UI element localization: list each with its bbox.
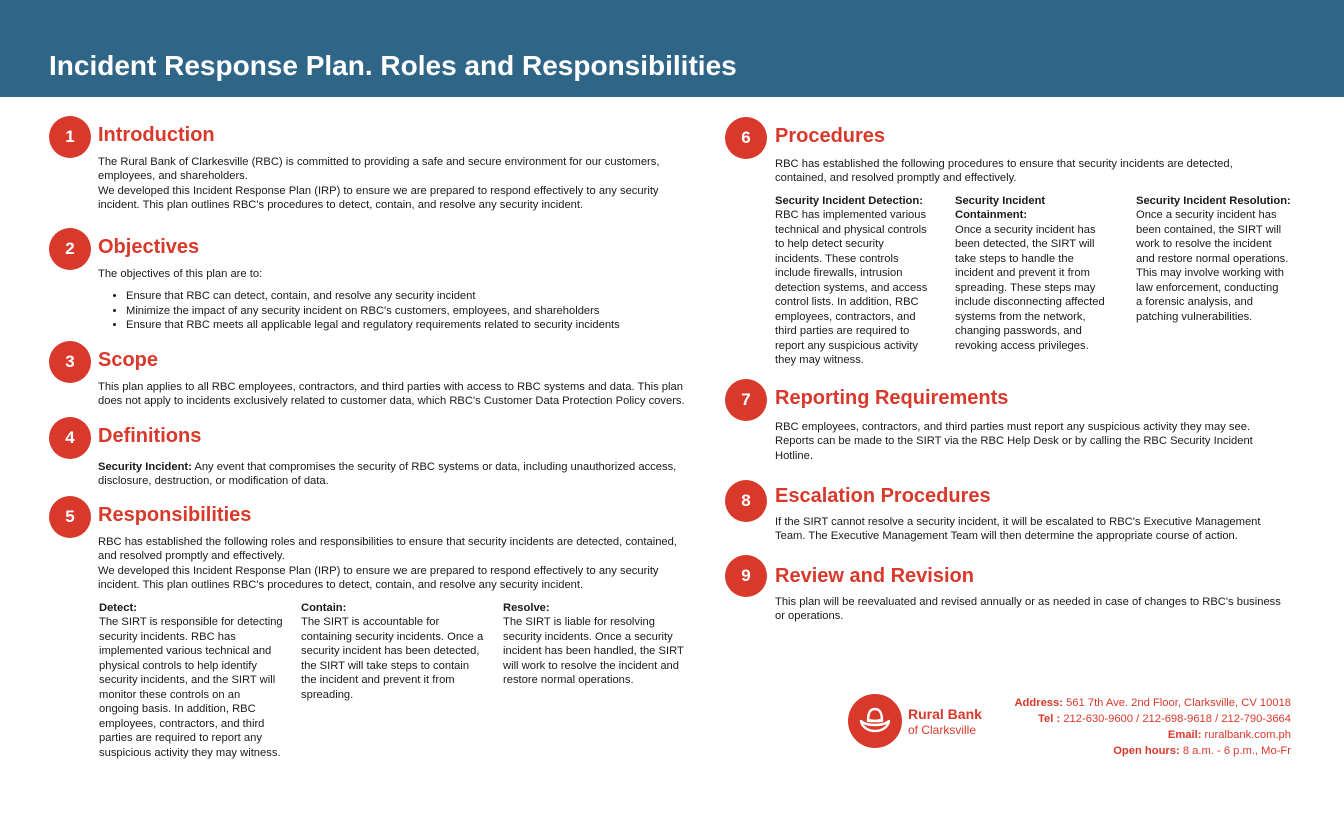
column-line: RBC has implemented various	[775, 209, 927, 222]
section-body	[98, 380, 708, 409]
section-body	[98, 535, 698, 593]
column-resolution	[1136, 194, 1296, 324]
contact-value: 561 7th Ave. 2nd Floor, Clarksville, CV 10018	[1062, 697, 1291, 709]
list-item: • Minimize the impact of any security incident on RBC's customers, employees, and shareholders	[126, 304, 698, 318]
column-line: include disconnecting affected	[955, 296, 1105, 309]
column-line: parties are required to report any	[99, 732, 262, 745]
bank-subtitle: of Clarksville	[908, 723, 977, 737]
column-heading: Contain:	[301, 602, 347, 614]
column-detect	[99, 601, 294, 760]
column-heading: Security Incident Resolution:	[1136, 195, 1291, 207]
section-title: Procedures	[775, 125, 886, 147]
body-line: and resolved promptly and effectively.	[98, 550, 285, 563]
body-line: RBC has established the following procedures to ensure that security incidents are detected,	[775, 158, 1233, 170]
section-body	[775, 515, 1315, 544]
column-line: to help detect security	[775, 238, 884, 251]
cowboy-hat-icon	[848, 694, 902, 748]
column-line: spreading. These steps may	[955, 281, 1096, 294]
contact-value: ruralbank.com.ph	[1201, 729, 1291, 741]
column-line: security incident has been detected,	[301, 645, 480, 658]
column-line: ongoing basis. In addition, RBC	[99, 703, 256, 716]
column-line: and restore normal operations.	[1136, 252, 1289, 265]
body-line: or operations.	[775, 610, 844, 623]
column-line: report any suspicious activity	[775, 339, 919, 352]
section-title: Reporting Requirements	[775, 387, 1009, 409]
contact-tel	[1014, 711, 1291, 727]
column-heading: Containment:	[955, 209, 1028, 222]
column-line: been contained, the SIRT will	[1136, 223, 1282, 236]
column-line: patching vulnerabilities.	[1136, 310, 1253, 323]
column-line: employees, contractors, and third	[99, 717, 265, 730]
section-body	[98, 155, 698, 213]
column-line: Once a security incident has	[1136, 209, 1277, 222]
page-header	[0, 0, 1344, 97]
column-line: will work to resolve the incident and	[503, 659, 679, 672]
section-title: Responsibilities	[98, 504, 252, 526]
column-line: employees, contractors, and	[775, 310, 916, 323]
section-title: Definitions	[98, 425, 202, 447]
column-line: the SIRT will take steps to contain	[301, 659, 470, 672]
column-line: technical and physical controls	[775, 223, 927, 236]
contact-label: Open hours:	[1113, 745, 1180, 757]
column-line: revoking access privileges.	[955, 339, 1089, 352]
section-number-badge: 7	[725, 379, 767, 421]
section-number-badge: 5	[49, 496, 91, 538]
column-line: The SIRT is accountable for	[301, 616, 440, 629]
column-line: a forensic analysis, and	[1136, 296, 1253, 309]
section-body	[775, 420, 1315, 463]
section-number-badge: 1	[49, 116, 91, 158]
column-line: implemented various technical and	[99, 645, 272, 658]
column-containment	[955, 194, 1130, 353]
column-line: incident has been handled, the SIRT	[503, 645, 684, 658]
body-line: does not apply to incidents exclusively related to customer data, which RBC's Customer Data Protection Policy covers.	[98, 395, 685, 408]
contact-value: 8 a.m. - 6 p.m., Mo-Fr	[1179, 745, 1291, 757]
body-line: incident. This plan outlines RBC's procedures to detect, contain, and resolve any security incident.	[98, 199, 584, 212]
list-item: • Ensure that RBC can detect, contain, and resolve any security incident	[126, 289, 698, 303]
column-line: monitor these controls on an	[99, 688, 241, 701]
body-line: Team. The Executive Management Team will then determine the appropriate course of action.	[775, 530, 1238, 543]
column-line: The SIRT is responsible for detecting	[99, 616, 283, 629]
body-line: contained, and resolved promptly and effectively.	[775, 172, 1017, 185]
body-line: We developed this Incident Response Plan (IRP) to ensure we are prepared to respond effectively to any security	[98, 564, 659, 577]
body-line: incident. This plan outlines RBC's procedures to detect, contain, and resolve any security incident.	[98, 579, 584, 592]
column-line: work to resolve the incident	[1136, 238, 1272, 251]
contact-email	[1014, 727, 1291, 743]
section-number-badge: 6	[725, 117, 767, 159]
body-line: The Rural Bank of Clarkesville (RBC) is committed to providing a safe and secure environment for our customers,	[98, 156, 660, 168]
column-line: law enforcement, conducting	[1136, 281, 1279, 294]
body-line	[98, 460, 698, 474]
list-item: • Ensure that RBC meets all applicable legal and regulatory requirements related to security incidents	[126, 318, 698, 332]
column-line: security incidents, and the SIRT will	[99, 674, 276, 687]
column-line: third parties are required to	[775, 325, 910, 338]
section-title: Scope	[98, 349, 159, 371]
contact-label: Tel :	[1038, 713, 1061, 725]
section-title: Objectives	[98, 236, 200, 258]
section-title: Escalation Procedures	[775, 485, 991, 507]
definition-term: Security Incident:	[98, 461, 192, 473]
contact-label: Email:	[1167, 729, 1202, 741]
column-heading: Security Incident Detection:	[775, 195, 923, 207]
column-line: changing passwords, and	[955, 325, 1082, 338]
body-line: We developed this Incident Response Plan (IRP) to ensure we are prepared to respond effectively to any security	[98, 184, 659, 197]
column-line: take steps to handle the	[955, 252, 1074, 265]
contact-value: 212-630-9600 / 212-698-9618 / 212-790-3664	[1060, 713, 1291, 725]
body-line: employees, and shareholders.	[98, 170, 248, 183]
column-heading: Detect:	[99, 602, 137, 614]
page-title: Incident Response Plan. Roles and Responsibilities	[49, 50, 737, 81]
section-title: Review and Revision	[775, 565, 974, 587]
section-number-badge: 9	[725, 555, 767, 597]
column-line: The SIRT is liable for resolving	[503, 616, 655, 629]
column-line: This may involve working with	[1136, 267, 1284, 280]
bank-name: Rural Bank	[908, 706, 982, 722]
contact-address	[1014, 695, 1291, 711]
column-line: the incident and prevent it from	[301, 674, 455, 687]
column-line: restore normal operations.	[503, 674, 634, 687]
section-number-badge: 2	[49, 228, 91, 270]
body-line: This plan will be reevaluated and revised annually or as needed in case of changes to RBC's business	[775, 596, 1281, 608]
contact-info	[1014, 695, 1291, 759]
column-line: include firewalls, intrusion	[775, 267, 903, 280]
column-line: containing security incidents. Once a	[301, 630, 484, 643]
bank-logo	[848, 694, 902, 748]
column-line: Once a security incident has	[955, 223, 1096, 236]
section-body	[775, 595, 1315, 624]
column-line: security incidents. Once a security	[503, 630, 673, 643]
column-line: suspicious activity they may witness.	[99, 746, 281, 759]
body-line: Hotline.	[775, 449, 813, 462]
section-title: Introduction	[98, 124, 215, 146]
section-number-badge: 8	[725, 480, 767, 522]
column-line: security incidents. RBC has	[99, 630, 236, 643]
column-line: incidents. These controls	[775, 252, 899, 265]
column-line: control lists. In addition, RBC	[775, 296, 919, 309]
column-line: detection systems, and access	[775, 281, 928, 294]
column-line: systems from the network,	[955, 310, 1086, 323]
section-body	[98, 267, 698, 332]
column-line: been detected, the SIRT will	[955, 238, 1095, 251]
section-body	[775, 157, 1315, 186]
body-line: disclosure, destruction, or modification of data.	[98, 475, 329, 488]
column-contain	[301, 601, 496, 702]
section-number-badge: 3	[49, 341, 91, 383]
contact-hours	[1014, 743, 1291, 759]
definition-text: Any event that compromises the security of RBC systems or data, including unauthorized access,	[191, 461, 677, 473]
contact-label: Address:	[1014, 697, 1063, 709]
body-line: The objectives of this plan are to:	[98, 268, 263, 280]
column-line: physical controls to help identify	[99, 659, 257, 672]
column-line: incident and prevent it from	[955, 267, 1090, 280]
body-line: RBC employees, contractors, and third parties must report any suspicious activity they may see.	[775, 421, 1251, 433]
section-number-badge: 4	[49, 417, 91, 459]
body-line: If the SIRT cannot resolve a security incident, it will be escalated to RBC's Executive Management	[775, 516, 1261, 528]
body-line: Reports can be made to the SIRT via the RBC Help Desk or by calling the RBC Security Incident	[775, 435, 1253, 448]
column-line: spreading.	[301, 688, 354, 701]
column-detection	[775, 194, 950, 367]
column-heading: Resolve:	[503, 602, 550, 614]
column-heading: Security Incident	[955, 195, 1046, 207]
objectives-list	[126, 289, 698, 332]
column-resolve	[503, 601, 698, 688]
column-line: they may witness.	[775, 353, 864, 366]
body-line: This plan applies to all RBC employees, contractors, and third parties with access to RBC systems and data. This plan	[98, 381, 683, 393]
body-line: RBC has established the following roles and responsibilities to ensure that security incidents are detected, contained,	[98, 536, 677, 548]
section-body	[98, 460, 698, 489]
